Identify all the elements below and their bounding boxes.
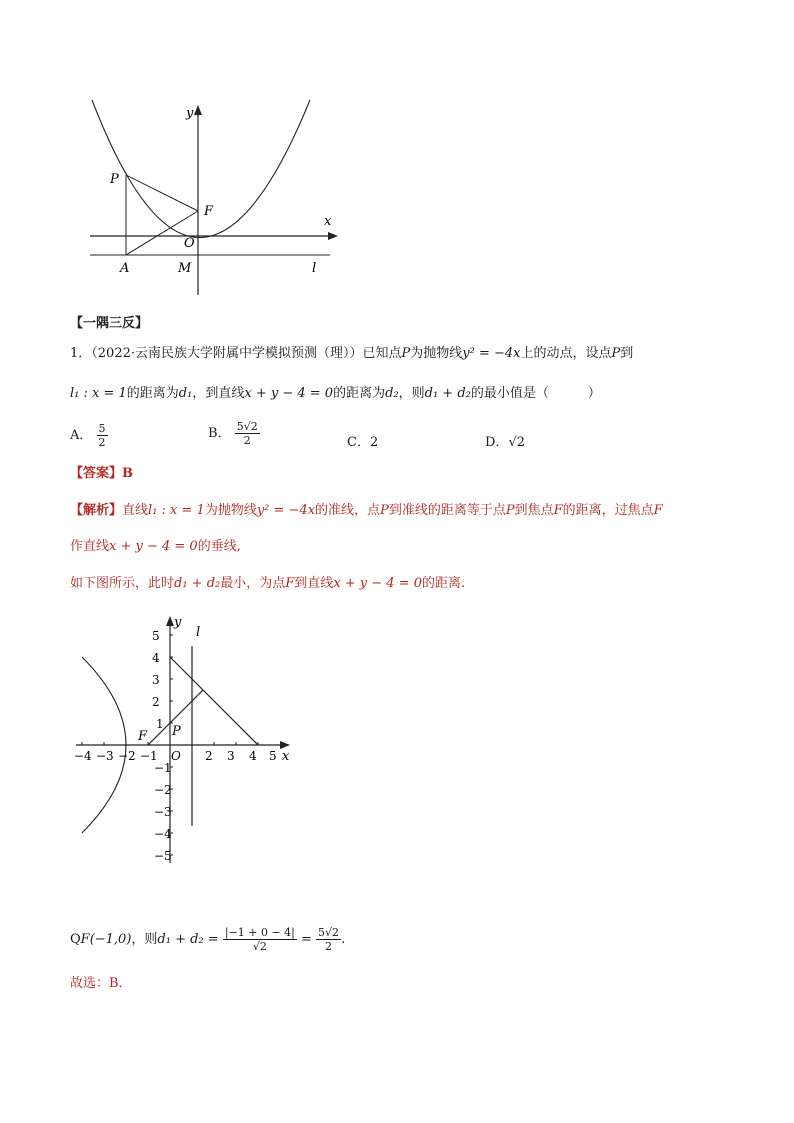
calc-lhs: d₁ + d₂ =	[157, 932, 219, 947]
denominator: 2	[325, 940, 333, 953]
var-F: F	[285, 576, 295, 591]
figure1-svg	[80, 95, 350, 300]
analysis-text: 直线	[122, 503, 149, 518]
label-x: x	[324, 214, 332, 229]
figure-parabola-diagram	[80, 95, 350, 300]
option-B[interactable]	[208, 420, 260, 447]
stem-text: 的最小值是（ ）	[470, 386, 601, 401]
answer-line	[70, 464, 133, 484]
origin-label: O	[171, 749, 181, 763]
y-tick: −2	[154, 783, 172, 797]
parabola-equation: y² = −4x	[462, 346, 521, 361]
label-M: M	[178, 261, 192, 276]
var-F: F	[553, 503, 563, 518]
y-axis-arrow	[194, 105, 202, 115]
analysis-text: 到直线	[294, 576, 334, 591]
figure2-svg	[72, 612, 300, 867]
analysis-text: 的垂线,	[197, 539, 241, 554]
analysis-text: 最小，为点	[220, 576, 286, 591]
option-B-fraction	[235, 420, 260, 447]
final-choice: 故选：B．	[70, 976, 132, 991]
stem-text: 的距离为	[333, 386, 386, 401]
focus-point: F(−1,0)	[80, 932, 132, 947]
stem-text: ，到直线	[192, 386, 245, 401]
var-d2: d₂	[385, 386, 399, 401]
analysis-text: 的准线，点	[315, 503, 381, 518]
sum-expression: d₁ + d₂	[174, 576, 221, 591]
x-tick: 3	[227, 749, 235, 763]
stem-text: ，则	[398, 386, 425, 401]
distance-fraction	[223, 926, 297, 953]
option-letter: A．	[70, 428, 93, 443]
line-equation: x + y − 4 = 0	[109, 539, 198, 554]
analysis-line-1	[70, 501, 663, 521]
option-C[interactable]	[347, 431, 378, 450]
label-A: A	[120, 261, 130, 276]
denominator: 2	[243, 434, 251, 447]
label-F: F	[138, 729, 148, 744]
analysis-text: 作直线	[70, 539, 110, 554]
label-l: l	[312, 261, 317, 276]
calc-prefix: Q	[70, 932, 81, 947]
line-l1: l₁ : x = 1	[70, 386, 127, 401]
numerator: 5√2	[318, 926, 340, 939]
analysis-line-2	[70, 537, 241, 557]
problem-source: （2022·云南民族大学附属中学模拟预测（理））	[91, 346, 363, 361]
x-tick: 4	[249, 749, 257, 763]
y-tick-labels	[152, 629, 172, 863]
label-l: l	[196, 625, 201, 640]
calc-end: .	[341, 932, 346, 947]
denominator: √2	[252, 940, 267, 953]
numerator: 5√2	[236, 420, 258, 433]
var-P: P	[505, 503, 515, 518]
option-D[interactable]	[485, 431, 525, 450]
x-tick: 2	[205, 749, 213, 763]
x-axis-arrow	[328, 232, 338, 240]
y-tick: 3	[152, 673, 160, 687]
section-title: 【一隅三反】	[70, 316, 149, 331]
analysis-tag: 【解析】	[70, 503, 123, 518]
line-equation: x + y − 4 = 0	[244, 386, 334, 401]
parabola-equation: y² = −4x	[256, 503, 316, 518]
x-axis-arrow	[280, 741, 290, 749]
var-P: P	[611, 346, 621, 361]
var-P: P	[401, 346, 411, 361]
numerator: 5	[98, 422, 106, 435]
option-letter: D．	[485, 435, 509, 450]
label-x: x	[282, 749, 290, 764]
analysis-text: 到准线的距离等于点	[388, 503, 506, 518]
stem-text: 已知点	[362, 346, 402, 361]
x-tick: −2	[118, 749, 136, 763]
line-l1: l₁ : x = 1	[148, 503, 205, 518]
line-equation: x + y − 4 = 0	[333, 576, 423, 591]
numerator: |−1 + 0 − 4|	[224, 926, 295, 939]
var-d1: d₁	[178, 386, 193, 401]
result-fraction	[316, 926, 341, 953]
label-F: F	[204, 204, 214, 219]
label-y: y	[174, 615, 182, 630]
label-O: O	[184, 236, 195, 251]
label-P: P	[110, 172, 119, 187]
equals-sign: =	[301, 932, 312, 947]
analysis-line-3	[70, 574, 465, 594]
x-tick: −3	[96, 749, 114, 763]
PF-segment	[126, 175, 198, 211]
var-F: F	[653, 503, 663, 518]
x-tick: 5	[269, 749, 277, 763]
parabola-curve	[92, 100, 310, 238]
y-tick: 2	[152, 695, 160, 709]
option-A[interactable]	[70, 422, 108, 449]
y-tick: 4	[152, 651, 160, 665]
stem-text: 为抛物线	[410, 346, 463, 361]
option-A-fraction	[97, 422, 108, 449]
analysis-text: 为抛物线	[204, 503, 257, 518]
stem-text: 的距离为	[126, 386, 179, 401]
option-letter: C．	[347, 435, 370, 450]
x-tick: −4	[74, 749, 92, 763]
stem-text: 到	[620, 346, 634, 361]
figure-coordinate-plot	[72, 612, 300, 867]
x-tick: −1	[140, 749, 158, 763]
y-tick: −4	[154, 827, 172, 841]
stem-text: 上的动点，设点	[520, 346, 612, 361]
problem-line-1	[70, 344, 633, 364]
y-tick: −5	[154, 849, 172, 863]
option-value: √2	[508, 435, 525, 450]
y-axis-arrow	[166, 616, 174, 626]
y-tick: 5	[152, 629, 160, 643]
line-x-plus-y-minus-4	[170, 657, 258, 745]
answer-value: B	[122, 466, 134, 481]
x-tick-labels	[74, 749, 277, 763]
var-P: P	[380, 503, 389, 518]
problem-number: 1．	[70, 346, 92, 361]
problem-line-2	[70, 384, 601, 404]
calc-text: ，则	[131, 932, 158, 947]
answer-tag: 【答案】	[70, 466, 123, 481]
sum-expression: d₁ + d₂	[424, 386, 471, 401]
analysis-text: 到焦点	[514, 503, 554, 518]
analysis-text: 的距离.	[422, 576, 466, 591]
analysis-text: 如下图所示，此时	[70, 576, 175, 591]
y-tick: −3	[154, 805, 172, 819]
analysis-text: 的距离，过焦点	[562, 503, 654, 518]
denominator: 2	[98, 436, 106, 449]
option-letter: B．	[208, 426, 231, 441]
label-y: y	[186, 106, 194, 121]
calculation-line	[70, 926, 345, 953]
option-value: 2	[369, 435, 379, 450]
label-P: P	[172, 724, 181, 739]
y-tick: −1	[154, 761, 172, 775]
y-tick: 1	[156, 717, 164, 731]
